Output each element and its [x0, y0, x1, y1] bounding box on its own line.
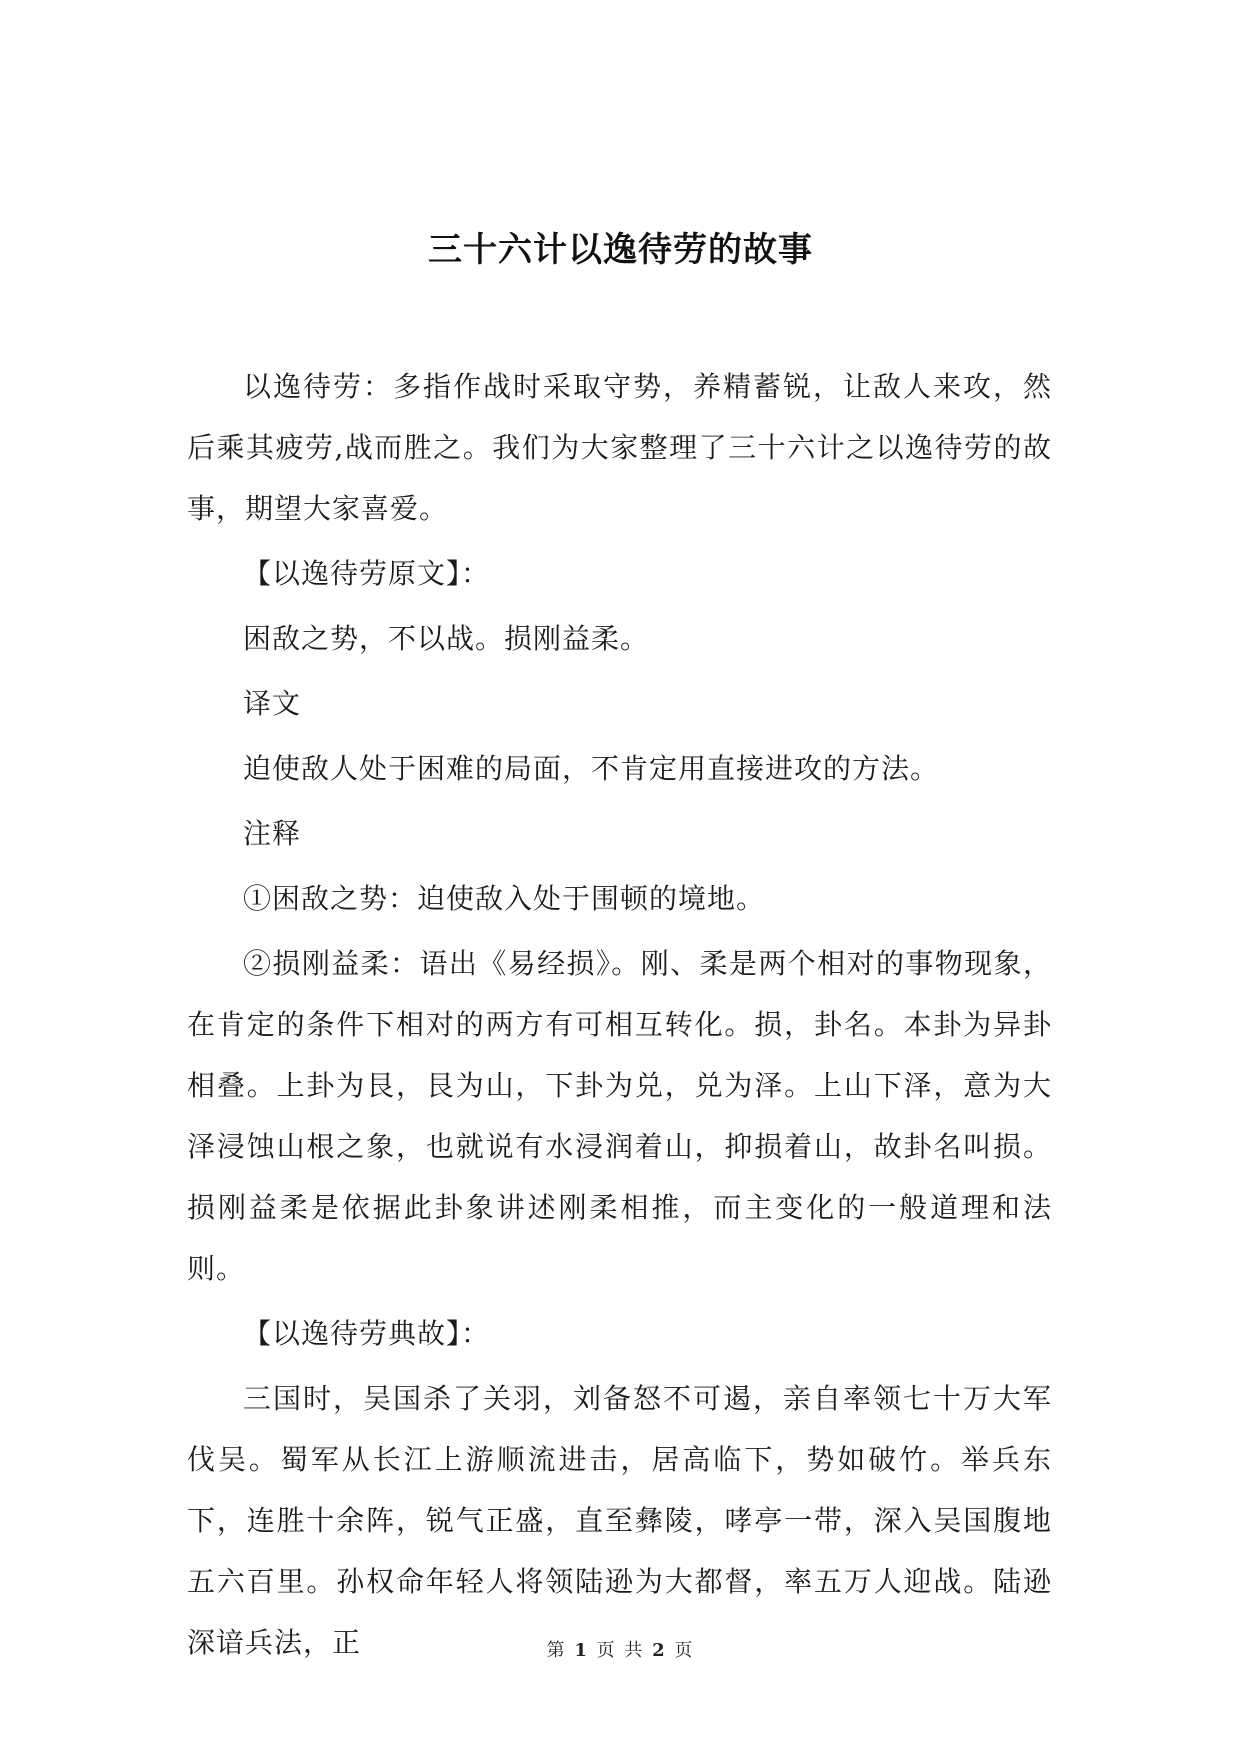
- paragraph: 迫使敌人处于困难的局面，不肯定用直接进攻的方法。: [243, 752, 940, 785]
- page-footer: [0, 1636, 1241, 1662]
- total-pages-number: 2: [652, 1640, 667, 1661]
- paragraph: ①困敌之势：迫使敌入处于围顿的境地。: [243, 882, 766, 915]
- footer-middle: 页 共: [596, 1640, 645, 1661]
- paragraph: 【以逸待劳典故】：: [243, 1317, 491, 1350]
- paragraph: 困敌之势，不以战。损刚益柔。: [243, 622, 650, 655]
- footer-prefix: 第: [546, 1640, 567, 1661]
- footer-suffix: 页: [674, 1640, 695, 1661]
- paragraph: 三国时，吴国杀了关羽，刘备怒不可遏，亲自率领七十万大军伐吴。蜀军从长江上游顺流进击，居高临下，势如破竹。举兵东下，连胜十余阵，锐气正盛，直至彝陵，哮亭一带，深入吴国腹地五六百里。孙权命年轻人将领陆逊为大都督，率五万人迎战。陆逊深谙兵法，正: [187, 1382, 1052, 1659]
- document-body: [187, 356, 1052, 1677]
- document-title: 三十六计以逸待劳的故事: [428, 230, 813, 270]
- paragraph: ②损刚益柔：语出《易经损》。刚、柔是两个相对的事物现象，在肯定的条件下相对的两方有可相互转化。损，卦名。本卦为异卦相叠。上卦为艮，艮为山，下卦为兑，兑为泽。上山下泽，意为大泽浸蚀山根之象，也就说有水浸润着山，抑损着山，故卦名叫损。损刚益柔是依据此卦象讲述刚柔相推，而主变化的一般道理和法则。: [187, 947, 1052, 1285]
- paragraph: 【以逸待劳原文】：: [243, 557, 491, 590]
- paragraph: 译文: [243, 687, 302, 720]
- current-page-number: 1: [574, 1640, 589, 1661]
- paragraph: 注释: [243, 817, 302, 850]
- paragraph: 以逸待劳：多指作战时采取守势，养精蓄锐，让敌人来攻，然后乘其疲劳,战而胜之。我们为大家整理了三十六计之以逸待劳的故事，期望大家喜爱。: [187, 370, 1052, 525]
